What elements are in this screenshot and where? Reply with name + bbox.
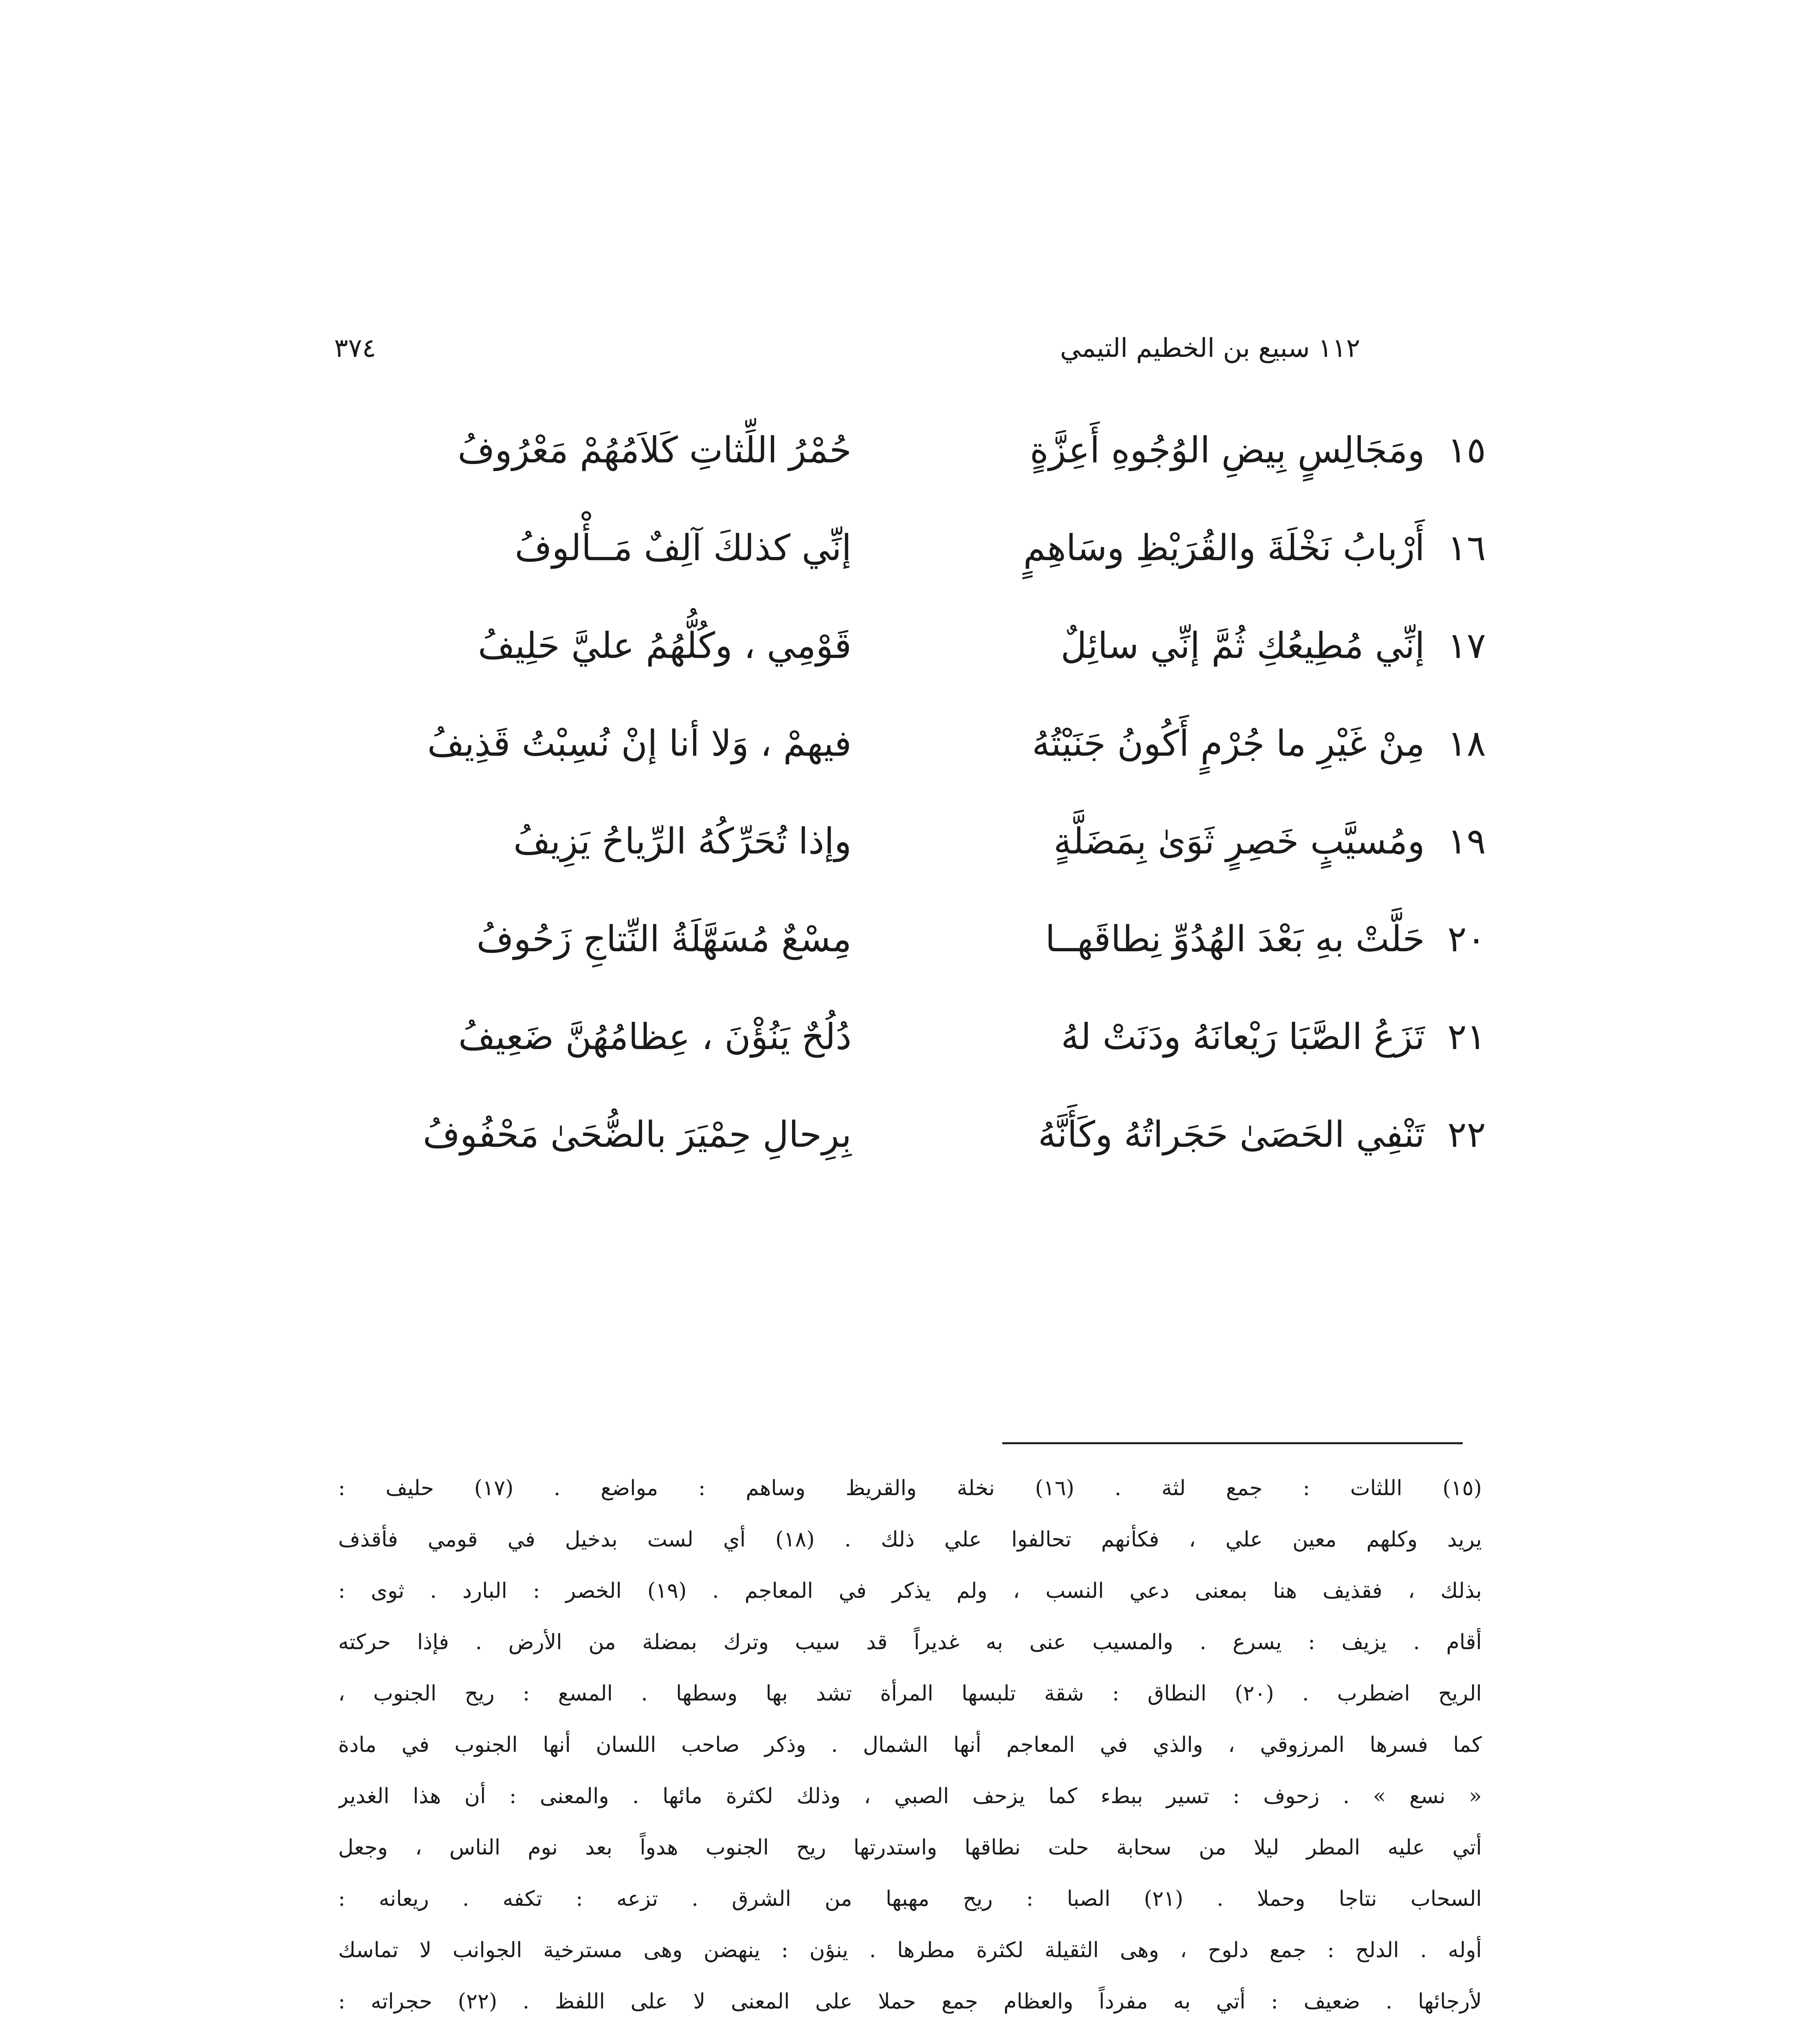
verse-number: ١٦	[1447, 527, 1486, 569]
footnote-line: لأرجائها . ضعيف : أتي به مفرداً والعظام جمع حملا على المعنى لا على اللفظ . (٢٢) حجراته :	[338, 1989, 1482, 2014]
verse-line	[350, 896, 1486, 994]
poem-verses	[350, 407, 1486, 1190]
verse-number: ١٥	[1447, 429, 1486, 471]
verse-first-hemistich: إنِّي مُطِيعُكِ ثُمَّ إنِّي سائِلٌ	[1061, 625, 1425, 667]
verse-first-hemistich: أَرْبابُ نَخْلَةَ والقُرَيْظِ وسَاهِمٍ	[1023, 527, 1425, 569]
verse-second-hemistich: دُلُحٌ يَنُؤْنَ ، عِظامُهُنَّ ضَعِيفُ	[458, 1016, 852, 1058]
footnote-line: كما فسرها المرزوقي ، والذي في المعاجم أنها الشمال . وذكر صاحب اللسان أنها الجنوب في مادة	[338, 1733, 1482, 1757]
verse-line	[350, 407, 1486, 505]
running-head	[334, 326, 1486, 371]
footnote-divider	[1002, 1442, 1463, 1444]
verse-number: ٢١	[1447, 1016, 1486, 1058]
verse-first-hemistich: ومَجَالِسٍ بِيضِ الوُجُوهِ أَعِزَّةٍ	[1030, 429, 1425, 471]
verse-first-hemistich: حَلَّتْ بهِ بَعْدَ الهُدُوِّ نِطاقَهــا	[1045, 918, 1425, 960]
footnote-line: بذلك ، فقذيف هنا بمعنى دعي النسب ، ولم يذكر في المعاجم . (١٩) الخصر : البارد . ثوى :	[338, 1579, 1482, 1603]
verse-first-hemistich: مِنْ غَيْرِ ما جُرْمٍ أَكُونُ جَنَيْتُهُ	[1032, 722, 1425, 764]
footnote-line: أوله . الدلح : جمع دلوح ، وهى الثقيلة لكثرة مطرها . ينؤن : ينهضن وهى مسترخية الجوانب لا تماسك	[338, 1938, 1482, 1962]
verse-second-hemistich: قَوْمِي ، وكُلُّهُمُ عليَّ حَلِيفُ	[478, 625, 852, 667]
verse-second-hemistich: حُمْرُ اللِّثاتِ كَلاَمُهُمْ مَعْرُوفُ	[458, 429, 852, 471]
verse-number: ١٨	[1447, 722, 1486, 764]
verse-second-hemistich: فيهمْ ، وَلا أنا إنْ نُسِبْتُ قَذِيفُ	[427, 722, 852, 764]
verse-second-hemistich: بِرِحالِ حِمْيَرَ بالضُّحَىٰ مَحْفُوفُ	[423, 1113, 852, 1155]
verse-number: ٢٢	[1447, 1113, 1486, 1155]
footnote-line: الريح اضطرب . (٢٠) النطاق : شقة تلبسها المرأة تشد بها وسطها . المسع : ريح الجنوب ،	[338, 1681, 1482, 1706]
verse-number: ١٧	[1447, 625, 1486, 667]
footnotes	[338, 1463, 1482, 2037]
verse-line	[350, 799, 1486, 896]
page-number: ٣٧٤	[334, 333, 376, 363]
footnote-line: « نسع » . زحوف : تسير ببطء كما يزحف الصبي ، وذلك لكثرة مائها . والمعنى : أن هذا الغدير	[338, 1784, 1482, 1808]
verse-line	[350, 1092, 1486, 1190]
verse-line	[350, 603, 1486, 701]
poem-header-title: ١١٢ سبيع بن الخطيم التيمي	[1060, 333, 1360, 363]
verse-second-hemistich: إنِّي كذلكَ آلِفٌ مَــأْلوفُ	[515, 527, 852, 569]
verse-line	[350, 994, 1486, 1092]
footnote-line: أقام . يزيف : يسرع . والمسيب عنى به غديراً قد سيب وترك بمضلة من الأرض . فإذا حركته	[338, 1630, 1482, 1654]
footnote-line: يريد وكلهم معين علي ، فكأنهم تحالفوا علي ذلك . (١٨) أي لست بدخيل في قومي فأقذف	[338, 1527, 1482, 1552]
footnote-line: (١٥) اللثات : جمع لثة . (١٦) نخلة والقريظ وساهم : مواضع . (١٧) حليف :	[338, 1476, 1482, 1500]
footnote-line: أتي عليه المطر ليلا من سحابة حلت نطاقها واستدرتها ريح الجنوب هدواً بعد نوم الناس ، وجعل	[338, 1835, 1482, 1860]
verse-first-hemistich: تَنْفِي الحَصَىٰ حَجَراتُهُ وكَأَنَّهُ	[1038, 1113, 1425, 1155]
verse-line	[350, 505, 1486, 603]
verse-number: ٢٠	[1447, 918, 1486, 960]
footnote-line: السحاب نتاجا وحملا . (٢١) الصبا : ريح مهبها من الشرق . تزعه : تكفه . ريعانه :	[338, 1887, 1482, 1911]
verse-second-hemistich: مِسْعٌ مُسَهَّلَةُ النِّتاجِ زَحُوفُ	[476, 918, 852, 960]
verse-first-hemistich: ومُسيَّبٍ خَصِرٍ ثَوَىٰ بِمَضَلَّةٍ	[1053, 820, 1425, 862]
verse-first-hemistich: تَزَعُ الصَّبَا رَيْعانَهُ ودَنَتْ لهُ	[1061, 1016, 1425, 1058]
footnote-line	[338, 2027, 1482, 2037]
verse-second-hemistich: وإذا تُحَرِّكُهُ الرِّياحُ يَزِيفُ	[513, 820, 852, 862]
verse-number: ١٩	[1447, 820, 1486, 862]
verse-line	[350, 701, 1486, 799]
